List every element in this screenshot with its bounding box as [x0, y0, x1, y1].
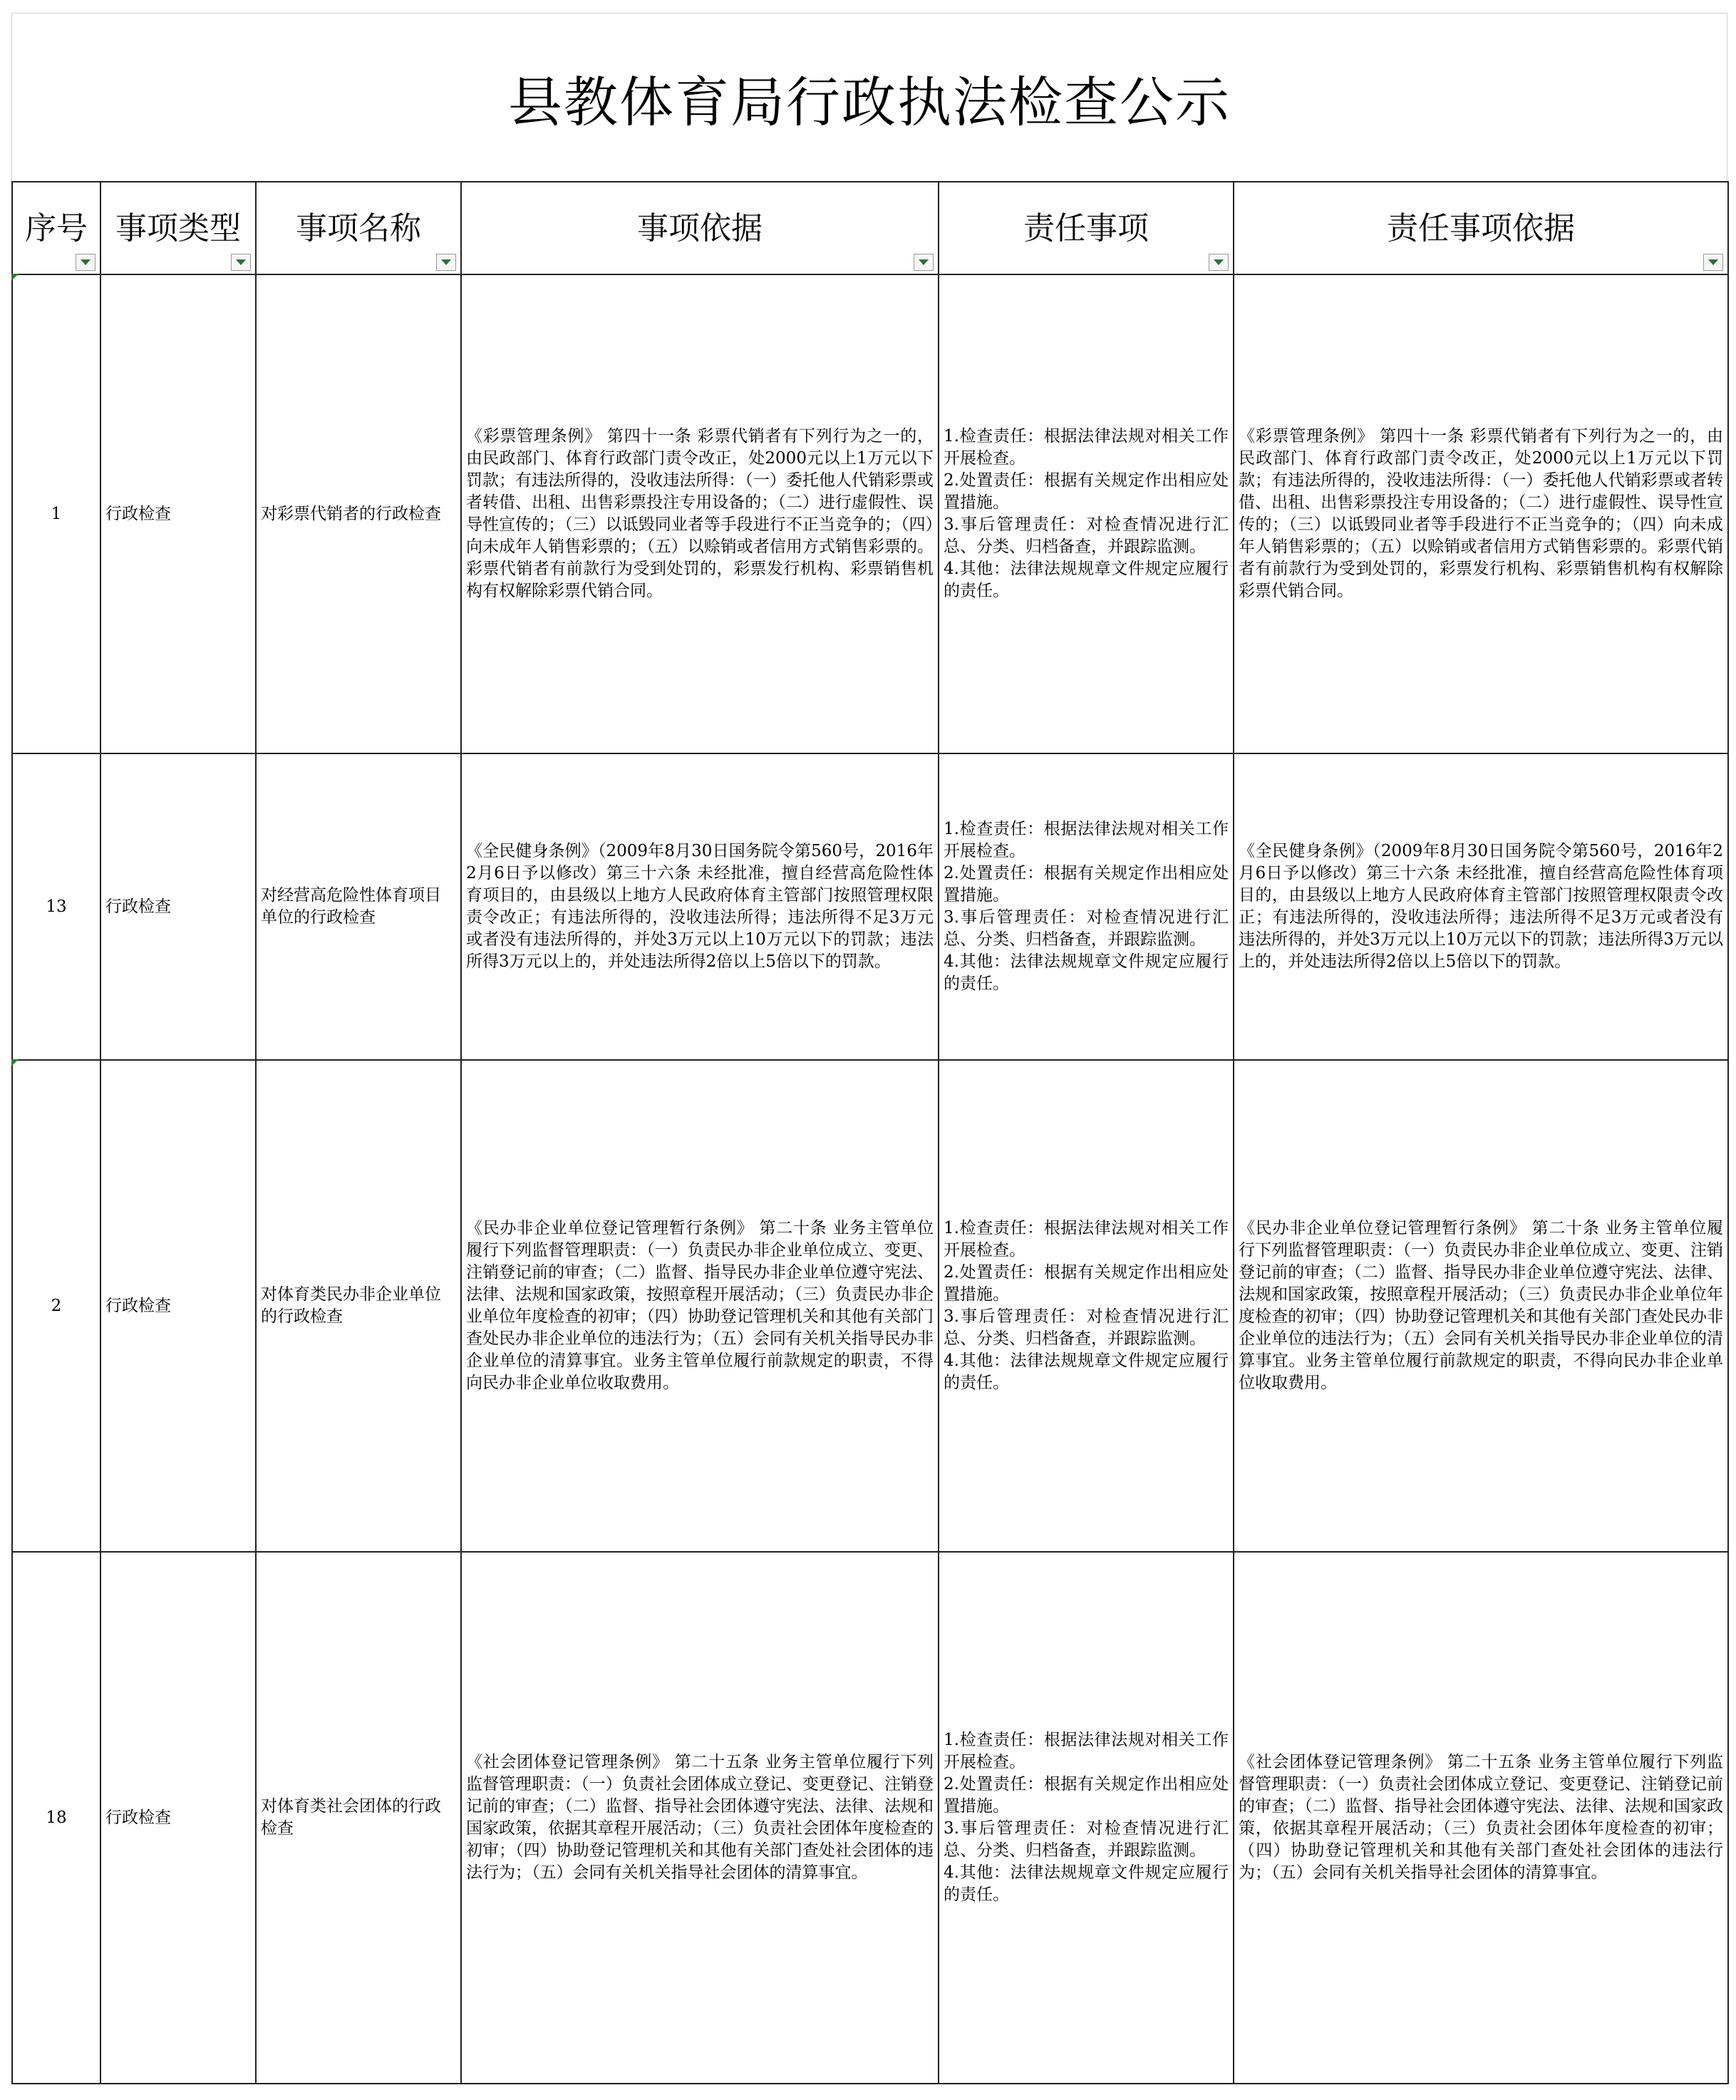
header-label: 事项依据 [637, 210, 763, 247]
cell-type[interactable]: 行政检查 [100, 1552, 256, 2084]
header-cell-duty-basis [1234, 182, 1728, 274]
header-cell-type [100, 182, 256, 274]
cell-type[interactable]: 行政检查 [100, 753, 256, 1060]
cell-type[interactable]: 行政检查 [100, 1060, 256, 1552]
header-cell-basis [461, 182, 939, 274]
inspection-table [11, 181, 1729, 2084]
cell-duty[interactable]: 1.检查责任：根据法律法规对相关工作开展检查。 2.处置责任：根据有关规定作出相应处置措施。 3.事后管理责任：对检查情况进行汇总、分类、归档备查，并跟踪监测。 4.其他：法律法规规章文件规定应履行的责任。 [939, 1552, 1234, 2084]
header-label: 事项类型 [115, 210, 241, 247]
cell-duty-basis[interactable]: 《社会团体登记管理条例》 第二十五条 业务主管单位履行下列监督管理职责：（一）负责社会团体成立登记、变更登记、注销登记前的审查；（二）监督、指导社会团体遵守宪法、法律、法规和国家政策，依据其章程开展活动；（三）负责社会团体年度检查的初审；（四）协助登记管理机关和其他有关部门查处社会团体的违法行为；（五）会同有关机关指导社会团体的清算事宜。 [1234, 1552, 1728, 2084]
filter-dropdown-icon[interactable] [76, 254, 95, 271]
header-row [12, 182, 1728, 274]
cell-duty[interactable]: 1.检查责任：根据法律法规对相关工作开展检查。 2.处置责任：根据有关规定作出相应处置措施。 3.事后管理责任：对检查情况进行汇总、分类、归档备查，并跟踪监测。 4.其他：法律法规规章文件规定应履行的责任。 [939, 274, 1234, 753]
table-row [12, 1060, 1728, 1552]
table-row [12, 1552, 1728, 2084]
header-cell-duty [939, 182, 1234, 274]
cell-duty-basis[interactable]: 《彩票管理条例》 第四十一条 彩票代销者有下列行为之一的，由民政部门、体育行政部门责令改正，处2000元以上1万元以下罚款；有违法所得的，没收违法所得：（一）委托他人代销彩票或者转借、出租、出售彩票投注专用设备的；（二）进行虚假性、误导性宣传的；（三）以诋毁同业者等手段进行不正当竞争的；（四）向未成年人销售彩票的；（五）以赊销或者信用方式销售彩票的。彩票代销者有前款行为受到处罚的，彩票发行机构、彩票销售机构有权解除彩票代销合同。 [1234, 274, 1728, 753]
filter-dropdown-icon[interactable] [1703, 254, 1723, 271]
spreadsheet [11, 13, 1727, 2087]
cell-basis[interactable]: 《民办非企业单位登记管理暂行条例》 第二十条 业务主管单位履行下列监督管理职责：（一）负责民办非企业单位成立、变更、注销登记前的审查；（二）监督、指导民办非企业单位遵守宪法、法律、法规和国家政策，按照章程开展活动；（三）负责民办非企业单位年度检查的初审；（四）协助登记管理机关和其他有关部门查处民办非企业单位的违法行为；（五）会同有关机关指导民办非企业单位的清算事宜。业务主管单位履行前款规定的职责，不得向民办非企业单位收取费用。 [461, 1060, 939, 1552]
cell-duty[interactable]: 1.检查责任：根据法律法规对相关工作开展检查。 2.处置责任：根据有关规定作出相应处置措施。 3.事后管理责任：对检查情况进行汇总、分类、归档备查，并跟踪监测。 4.其他：法律法规规章文件规定应履行的责任。 [939, 1060, 1234, 1552]
cell-duty[interactable]: 1.检查责任：根据法律法规对相关工作开展检查。 2.处置责任：根据有关规定作出相应处置措施。 3.事后管理责任：对检查情况进行汇总、分类、归档备查，并跟踪监测。 4.其他：法律法规规章文件规定应履行的责任。 [939, 753, 1234, 1060]
cell-name[interactable]: 对体育类社会团体的行政检查 [256, 1552, 461, 2084]
title-cell[interactable] [11, 13, 1727, 182]
cell-type[interactable]: 行政检查 [100, 274, 256, 753]
table-row [12, 274, 1728, 753]
header-cell-no [12, 182, 100, 274]
filter-dropdown-icon[interactable] [231, 254, 251, 271]
page-title: 县教体育局行政执法检查公示 [508, 70, 1231, 134]
cell-basis[interactable]: 《彩票管理条例》 第四十一条 彩票代销者有下列行为之一的，由民政部门、体育行政部门责令改正，处2000元以上1万元以下罚款；有违法所得的，没收违法所得：（一）委托他人代销彩票或者转借、出租、出售彩票投注专用设备的；（二）进行虚假性、误导性宣传的；（三）以诋毁同业者等手段进行不正当竞争的；（四）向未成年人销售彩票的；（五）以赊销或者信用方式销售彩票的。彩票代销者有前款行为受到处罚的，彩票发行机构、彩票销售机构有权解除彩票代销合同。 [461, 274, 939, 753]
filter-dropdown-icon[interactable] [1209, 254, 1229, 271]
cell-comment-marker-icon [11, 1059, 19, 1066]
filter-dropdown-icon[interactable] [914, 254, 934, 271]
cell-basis[interactable]: 《全民健身条例》（2009年8月30日国务院令第560号，2016年2月6日予以修改）第三十六条 未经批准，擅自经营高危险性体育项目的，由县级以上地方人民政府体育主管部门按照管理权限责令改正；有违法所得的，没收违法所得；违法所得不足3万元或者没有违法所得的，并处3万元以上10万元以下的罚款；违法所得3万元以上的，并处违法所得2倍以上5倍以下的罚款。 [461, 753, 939, 1060]
cell-name[interactable]: 对体育类民办非企业单位的行政检查 [256, 1060, 461, 1552]
header-cell-name [256, 182, 461, 274]
table-row [12, 753, 1728, 1060]
cell-comment-marker-icon [11, 274, 19, 281]
header-label: 序号 [25, 210, 88, 247]
cell-basis[interactable]: 《社会团体登记管理条例》 第二十五条 业务主管单位履行下列监督管理职责：（一）负责社会团体成立登记、变更登记、注销登记前的审查；（二）监督、指导社会团体遵守宪法、法律、法规和国家政策，依据其章程开展活动；（三）负责社会团体年度检查的初审；（四）协助登记管理机关和其他有关部门查处社会团体的违法行为；（五）会同有关机关指导社会团体的清算事宜。 [461, 1552, 939, 2084]
cell-duty-basis[interactable]: 《全民健身条例》（2009年8月30日国务院令第560号，2016年2月6日予以修改）第三十六条 未经批准，擅自经营高危险性体育项目的，由县级以上地方人民政府体育主管部门按照管理权限责令改正；有违法所得的，没收违法所得；违法所得不足3万元或者没有违法所得的，并处3万元以上10万元以下的罚款；违法所得3万元以上的，并处违法所得2倍以上5倍以下的罚款。 [1234, 753, 1728, 1060]
cell-no[interactable]: 18 [12, 1552, 100, 2084]
cell-duty-basis[interactable]: 《民办非企业单位登记管理暂行条例》 第二十条 业务主管单位履行下列监督管理职责：（一）负责民办非企业单位成立、变更、注销登记前的审查；（二）监督、指导民办非企业单位遵守宪法、法律、法规和国家政策，按照章程开展活动；（三）负责民办非企业单位年度检查的初审；（四）协助登记管理机关和其他有关部门查处民办非企业单位的违法行为；（五）会同有关机关指导民办非企业单位的清算事宜。业务主管单位履行前款规定的职责，不得向民办非企业单位收取费用。 [1234, 1060, 1728, 1552]
cell-name[interactable]: 对经营高危险性体育项目单位的行政检查 [256, 753, 461, 1060]
header-label: 责任事项依据 [1387, 210, 1575, 247]
header-label: 责任事项 [1023, 210, 1149, 247]
cell-no[interactable]: 1 [12, 274, 100, 753]
cell-no[interactable]: 13 [12, 753, 100, 1060]
filter-dropdown-icon[interactable] [436, 254, 456, 271]
cell-no[interactable]: 2 [12, 1060, 100, 1552]
header-label: 事项名称 [296, 210, 421, 247]
cell-name[interactable]: 对彩票代销者的行政检查 [256, 274, 461, 753]
